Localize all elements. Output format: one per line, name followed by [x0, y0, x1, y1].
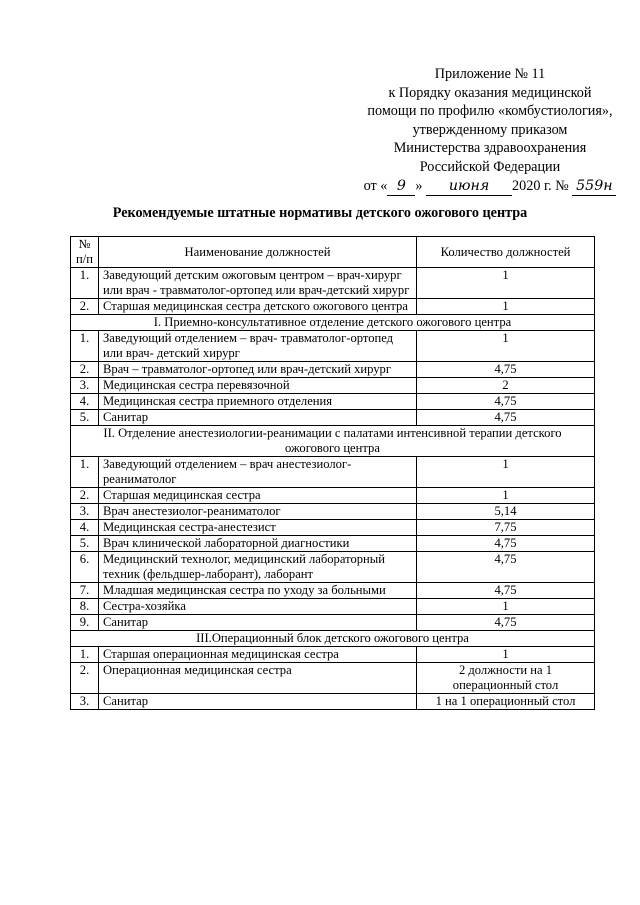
- row-number: 5.: [71, 410, 99, 426]
- position-name: Врач клинической лабораторной диагностики: [99, 536, 417, 552]
- table-row: [71, 457, 595, 488]
- position-name: Заведующий отделением – врач анестезиолог-реаниматолог: [99, 457, 417, 488]
- table-row: [71, 331, 595, 362]
- table-body: [71, 268, 595, 710]
- table-row: [71, 663, 595, 694]
- position-count: 7,75: [417, 520, 595, 536]
- handwritten-month: июня: [426, 177, 512, 197]
- header-line: помощи по профилю «комбустиология»,: [367, 103, 613, 120]
- table-row: [71, 378, 595, 394]
- position-count: 1: [417, 457, 595, 488]
- section-title: I. Приемно-консультативное отделение детского ожогового центра: [71, 315, 595, 331]
- position-name: Старшая медицинская сестра: [99, 488, 417, 504]
- section-row: [71, 426, 595, 457]
- position-name: Санитар: [99, 615, 417, 631]
- table-row: [71, 410, 595, 426]
- position-count: 2 должности на 1 операционный стол: [417, 663, 595, 694]
- row-number: 2.: [71, 663, 99, 694]
- row-number: 1.: [71, 331, 99, 362]
- position-count: 4,75: [417, 552, 595, 583]
- position-count: 1: [417, 488, 595, 504]
- table-header-row: [71, 237, 595, 268]
- column-header-number: № п/п: [71, 237, 99, 268]
- position-name: Младшая медицинская сестра по уходу за больными: [99, 583, 417, 599]
- date-mid: »: [415, 177, 423, 194]
- position-count: 4,75: [417, 583, 595, 599]
- position-count: 2: [417, 378, 595, 394]
- position-count: 1 на 1 операционный стол: [417, 694, 595, 710]
- row-number: 2.: [71, 362, 99, 378]
- section-title: II. Отделение анестезиологии-реанимации с палатами интенсивной терапии детского ожогового центра: [71, 426, 595, 457]
- table-row: [71, 552, 595, 583]
- position-name: Сестра-хозяйка: [99, 599, 417, 615]
- row-number: 1.: [71, 457, 99, 488]
- section-row: [71, 315, 595, 331]
- position-count: 1: [417, 268, 595, 299]
- document-header: [340, 65, 640, 196]
- column-header-name: Наименование должностей: [99, 237, 417, 268]
- row-number: 4.: [71, 394, 99, 410]
- table-row: [71, 394, 595, 410]
- table-row: [71, 488, 595, 504]
- position-name: Операционная медицинская сестра: [99, 663, 417, 694]
- row-number: 1.: [71, 268, 99, 299]
- position-count: 4,75: [417, 536, 595, 552]
- table-row: [71, 647, 595, 663]
- position-name: Врач анестезиолог-реаниматолог: [99, 504, 417, 520]
- table-row: [71, 362, 595, 378]
- row-number: 4.: [71, 520, 99, 536]
- order-date-line: [340, 177, 640, 197]
- row-number: 5.: [71, 536, 99, 552]
- position-name: Санитар: [99, 694, 417, 710]
- position-count: 4,75: [417, 615, 595, 631]
- row-number: 3.: [71, 694, 99, 710]
- position-name: Медицинский технолог, медицинский лабораторный техник (фельдшер-лаборант), лаборант: [99, 552, 417, 583]
- header-line: утвержденному приказом: [412, 121, 568, 138]
- table-row: [71, 599, 595, 615]
- row-number: 1.: [71, 647, 99, 663]
- position-name: Старшая операционная медицинская сестра: [99, 647, 417, 663]
- table-row: [71, 583, 595, 599]
- position-name: Медицинская сестра перевязочной: [99, 378, 417, 394]
- date-year: 2020 г. №: [512, 177, 569, 194]
- position-name: Заведующий детским ожоговым центром – врач-хирург или врач - травматолог-ортопед или врач-детский хирург: [99, 268, 417, 299]
- table-row: [71, 536, 595, 552]
- row-number: 3.: [71, 504, 99, 520]
- appendix-number: Приложение № 11: [434, 66, 546, 82]
- position-count: 4,75: [417, 362, 595, 378]
- position-count: 1: [417, 647, 595, 663]
- position-count: 1: [417, 599, 595, 615]
- row-number: 8.: [71, 599, 99, 615]
- column-header-count: Количество должностей: [417, 237, 595, 268]
- position-count: 1: [417, 331, 595, 362]
- position-count: 5,14: [417, 504, 595, 520]
- handwritten-order-number: 559н: [572, 177, 616, 197]
- row-number: 3.: [71, 378, 99, 394]
- table-row: [71, 504, 595, 520]
- position-name: Врач – травматолог-ортопед или врач-детский хирург: [99, 362, 417, 378]
- table-row: [71, 615, 595, 631]
- table-row: [71, 299, 595, 315]
- table-row: [71, 268, 595, 299]
- position-count: 4,75: [417, 394, 595, 410]
- row-number: 6.: [71, 552, 99, 583]
- handwritten-day: 9: [387, 177, 415, 197]
- position-name: Медицинская сестра-анестезист: [99, 520, 417, 536]
- date-prefix: от «: [363, 177, 388, 194]
- header-line: к Порядку оказания медицинской: [388, 84, 592, 101]
- position-name: Санитар: [99, 410, 417, 426]
- position-name: Медицинская сестра приемного отделения: [99, 394, 417, 410]
- row-number: 2.: [71, 488, 99, 504]
- position-name: Старшая медицинская сестра детского ожогового центра: [99, 299, 417, 315]
- row-number: 2.: [71, 299, 99, 315]
- header-line: Министерства здравоохранения: [393, 140, 587, 157]
- staffing-table: [70, 236, 595, 710]
- document-title: Рекомендуемые штатные нормативы детского ожогового центра: [112, 205, 528, 221]
- position-name: Заведующий отделением – врач- травматолог-ортопед или врач- детский хирург: [99, 331, 417, 362]
- section-row: [71, 631, 595, 647]
- header-line: Российской Федерации: [419, 158, 561, 175]
- table-row: [71, 694, 595, 710]
- section-title: III.Операционный блок детского ожогового центра: [71, 631, 595, 647]
- table-row: [71, 520, 595, 536]
- position-count: 1: [417, 299, 595, 315]
- position-count: 4,75: [417, 410, 595, 426]
- row-number: 7.: [71, 583, 99, 599]
- row-number: 9.: [71, 615, 99, 631]
